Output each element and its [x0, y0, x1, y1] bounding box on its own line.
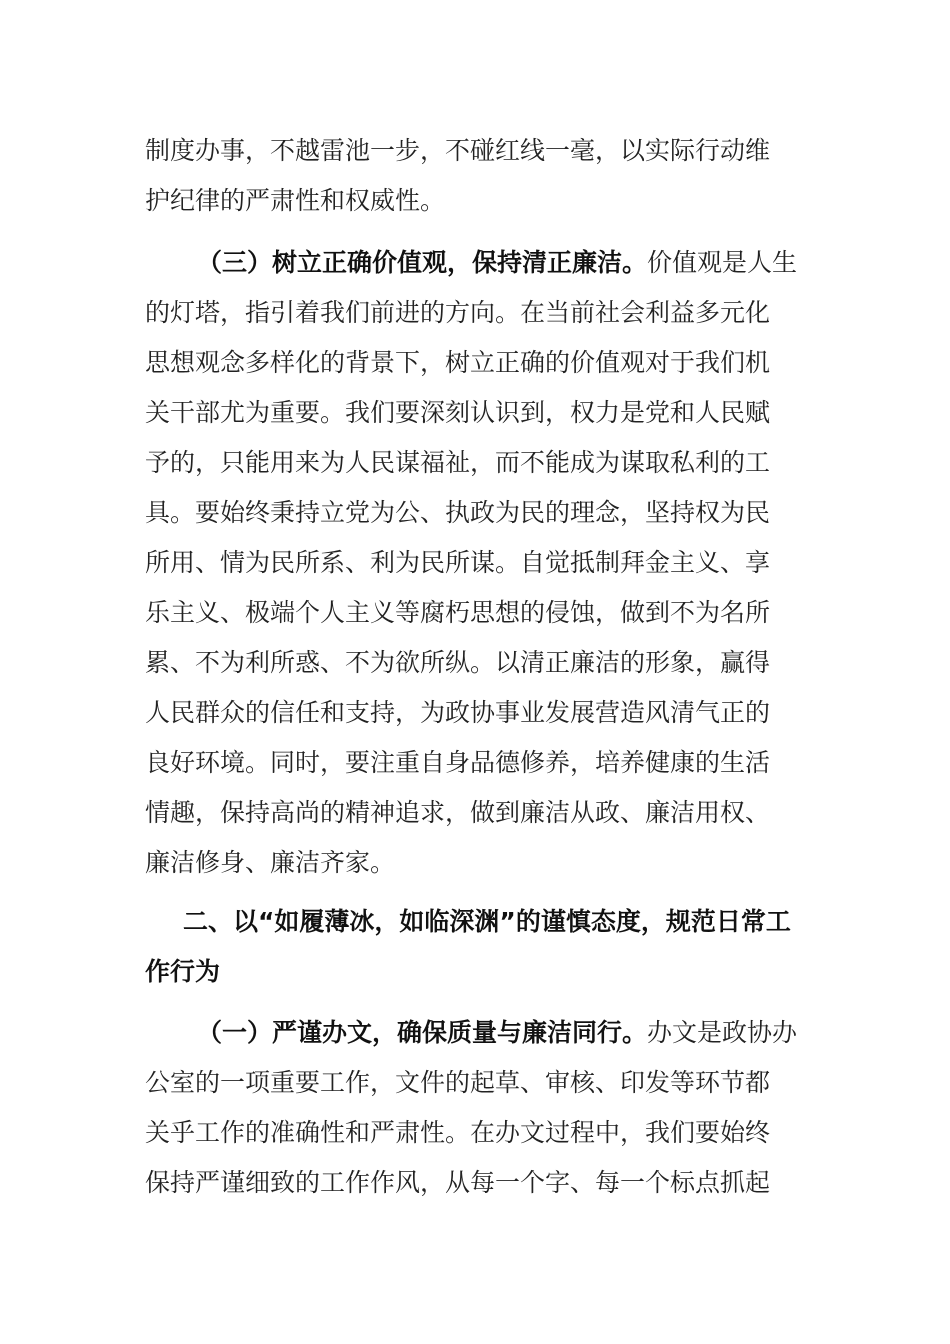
text-line: 公室的一项重要工作，文件的起草、审核、印发等环节都 — [145, 1068, 771, 1097]
text-line: 思想观念多样化的背景下，树立正确的价值观对于我们机 — [145, 348, 771, 377]
text-line: 制度办事，不越雷池一步，不碰红线一毫，以实际行动维 — [145, 136, 771, 165]
text-line: 情趣，保持高尚的精神追求，做到廉洁从政、廉洁用权、 — [145, 798, 771, 827]
paragraph-continuation — [145, 126, 805, 226]
text-line: 具。要始终秉持立党为公、执政为民的理念，坚持权为民 — [145, 498, 771, 527]
text-line: 保持严谨细致的工作作风，从每一个字、每一个标点抓起 — [145, 1168, 771, 1197]
text-line: 予的，只能用来为人民谋福祉，而不能成为谋取私利的工 — [145, 448, 771, 477]
text-line: 所用、情为民所系、利为民所谋。自觉抵制拜金主义、享 — [145, 548, 771, 577]
text-line: 累、不为利所惑、不为欲所纵。以清正廉洁的形象，赢得 — [145, 648, 771, 677]
section-3-first-line — [145, 238, 805, 288]
text-line: 关干部尤为重要。我们要深刻认识到，权力是党和人民赋 — [145, 398, 771, 427]
part-2-heading — [145, 897, 805, 997]
section-3-first-line-text: 价值观是人生 — [647, 248, 798, 277]
part-2-heading-line: 二、以“如履薄冰，如临深渊”的谨慎态度，规范日常工 — [183, 907, 791, 936]
text-line: 关乎工作的准确性和严肃性。在办文过程中，我们要始终 — [145, 1118, 771, 1147]
section-3-heading: （三）树立正确价值观，保持清正廉洁。 — [197, 248, 648, 277]
part-2-heading-line: 作行为 — [145, 957, 221, 986]
text-line: 人民群众的信任和支持，为政协事业发展营造风清气正的 — [145, 698, 771, 727]
text-line: 廉洁修身、廉洁齐家。 — [145, 848, 396, 877]
text-line: 乐主义、极端个人主义等腐朽思想的侵蚀，做到不为名所 — [145, 598, 771, 627]
section-2-1-first-line-text: 办文是政协办 — [647, 1018, 798, 1047]
section-2-1-first-line — [145, 1008, 805, 1058]
text-line: 良好环境。同时，要注重自身品德修养，培养健康的生活 — [145, 748, 771, 777]
section-2-1-paragraph — [145, 1008, 805, 1208]
section-2-1-heading: （一）严谨办文，确保质量与廉洁同行。 — [197, 1018, 648, 1047]
text-line: 的灯塔，指引着我们前进的方向。在当前社会利益多元化 — [145, 298, 771, 327]
text-line: 护纪律的严肃性和权威性。 — [145, 186, 446, 215]
section-3-paragraph — [145, 238, 805, 888]
